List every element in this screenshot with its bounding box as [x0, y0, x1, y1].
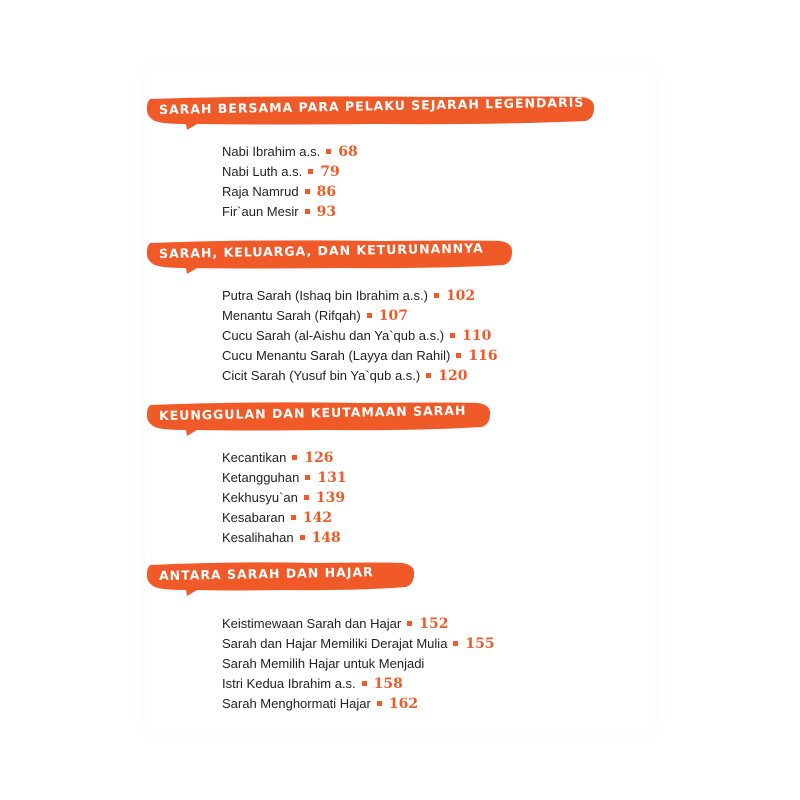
entry-title: Istri Kedua Ibrahim a.s.	[222, 676, 356, 691]
entry-title: Putra Sarah (Ishaq bin Ibrahim a.s.)	[222, 288, 428, 303]
bullet-marker	[426, 373, 431, 378]
book-page	[145, 70, 655, 730]
toc-entry	[222, 694, 495, 714]
toc-entry	[222, 488, 347, 508]
entry-title: Menantu Sarah (Rifqah)	[222, 308, 361, 323]
bullet-marker	[292, 455, 297, 460]
page-number: 79	[320, 164, 340, 180]
page-number: 126	[304, 450, 334, 466]
bullet-marker	[304, 495, 309, 500]
page-number: 162	[388, 696, 419, 712]
bullet-marker	[305, 475, 310, 480]
bullet-marker	[362, 681, 367, 686]
bullet-marker	[308, 169, 313, 174]
toc-entry	[222, 508, 347, 528]
bullet-marker	[456, 353, 461, 358]
page-number: 86	[316, 184, 337, 200]
bullet-marker	[305, 209, 310, 214]
page-number: 158	[373, 676, 403, 692]
bullet-marker	[300, 535, 305, 540]
entry-title: Cicit Sarah (Yusuf bin Ya`qub a.s.)	[222, 368, 421, 383]
entry-title: Kesalihahan	[222, 530, 294, 545]
entry-title: Sarah Menghormati Hajar	[222, 696, 371, 711]
section-title: SARAH, KELUARGA, DAN KETURUNANNYA	[158, 240, 484, 261]
toc-entry	[222, 142, 358, 162]
section-title: KEUNGGULAN DAN KEUTAMAAN SARAH	[158, 402, 467, 423]
toc-entry	[222, 182, 358, 202]
toc-entry	[222, 528, 347, 548]
page-number: 155	[465, 636, 495, 652]
bullet-marker	[453, 641, 458, 646]
toc-list	[222, 448, 347, 548]
section-banner	[145, 400, 491, 436]
toc-list	[222, 286, 498, 386]
entry-title: Sarah Memilih Hajar untuk Menjadi	[222, 656, 425, 671]
section-banner	[145, 94, 595, 130]
page-number: 139	[315, 490, 346, 506]
entry-title: Kesabaran	[222, 510, 285, 525]
bullet-marker	[450, 333, 455, 338]
bullet-marker	[434, 293, 439, 298]
bullet-marker	[367, 313, 372, 318]
toc-list	[222, 142, 358, 222]
bullet-marker	[326, 149, 331, 154]
section-title: ANTARA SARAH DAN HAJAR	[158, 564, 374, 583]
entry-title: Sarah dan Hajar Memiliki Derajat Mulia	[222, 636, 448, 651]
entry-title: Kekhusyu`an	[222, 490, 298, 505]
page-number: 68	[338, 144, 358, 160]
toc-entry	[222, 674, 495, 694]
page-number: 142	[302, 510, 333, 526]
section-banner	[145, 560, 415, 596]
page-number: 102	[445, 288, 476, 304]
toc-entry	[222, 286, 498, 306]
entry-title: Kecantikan	[222, 450, 287, 465]
toc-entry	[222, 306, 498, 326]
toc-entry	[222, 448, 347, 468]
bullet-marker	[305, 189, 310, 194]
page-number: 152	[419, 616, 449, 632]
toc-entry	[222, 366, 498, 386]
page-number: 148	[311, 530, 341, 546]
page-number: 107	[378, 308, 408, 324]
section-title: SARAH BERSAMA PARA PELAKU SEJARAH LEGENDARIS	[158, 94, 585, 117]
page-number: 131	[317, 470, 347, 486]
page-number: 116	[468, 348, 498, 364]
page-number: 110	[462, 328, 492, 344]
entry-title: Fir`aun Mesir	[222, 204, 299, 219]
section-banner	[145, 238, 513, 274]
entry-title: Keistimewaan Sarah dan Hajar	[222, 616, 402, 631]
bullet-marker	[291, 515, 296, 520]
toc-entry	[222, 326, 498, 346]
toc-entry-continued	[222, 654, 495, 674]
bullet-marker	[377, 701, 382, 706]
toc-entry	[222, 468, 347, 488]
entry-title: Nabi Luth a.s.	[222, 164, 303, 179]
toc-entry	[222, 614, 495, 634]
page-number: 93	[316, 204, 337, 220]
toc-entry	[222, 634, 495, 654]
toc-entry	[222, 162, 358, 182]
entry-title: Cucu Sarah (al-Aishu dan Ya`qub a.s.)	[222, 328, 445, 343]
toc-list	[222, 614, 495, 714]
toc-entry	[222, 202, 358, 222]
page-number: 120	[438, 368, 468, 384]
entry-title: Cucu Menantu Sarah (Layya dan Rahil)	[222, 348, 451, 363]
bullet-marker	[407, 621, 412, 626]
entry-title: Nabi Ibrahim a.s.	[222, 144, 321, 159]
entry-title: Raja Namrud	[222, 184, 299, 199]
entry-title: Ketangguhan	[222, 470, 300, 485]
toc-entry	[222, 346, 498, 366]
